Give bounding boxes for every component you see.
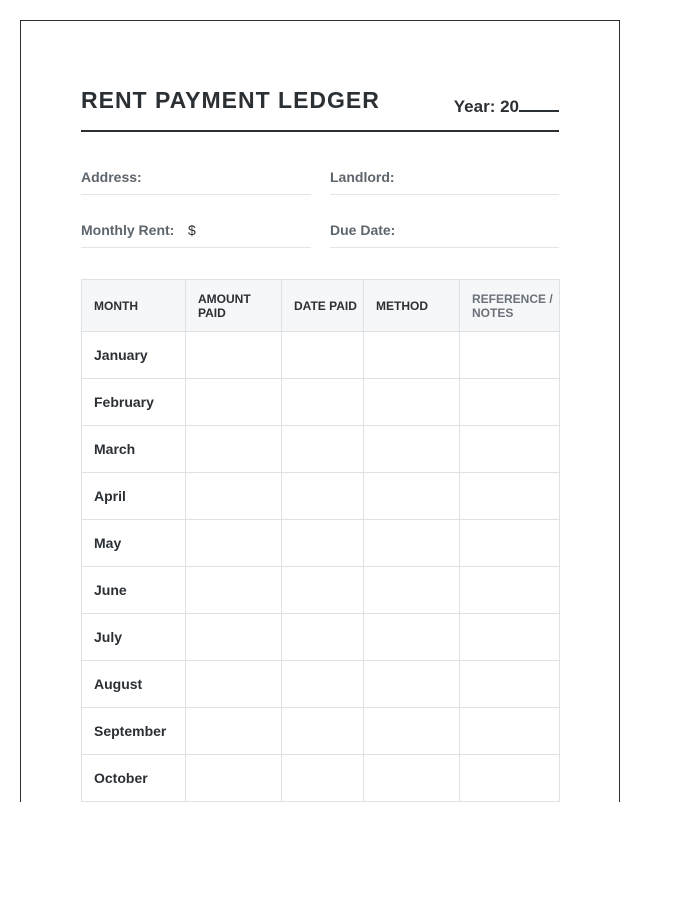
amount-paid-cell[interactable] (186, 755, 282, 802)
payment-ledger-table (81, 279, 560, 802)
monthly-rent-field[interactable] (81, 220, 311, 248)
column-header-method: METHOD (364, 280, 460, 332)
monthly-rent-label: Monthly Rent: (81, 222, 175, 238)
method-cell[interactable] (364, 755, 460, 802)
date-paid-cell[interactable] (282, 426, 364, 473)
notes-cell[interactable] (460, 708, 560, 755)
table-row (82, 614, 560, 661)
amount-paid-cell[interactable] (186, 661, 282, 708)
month-cell: April (82, 473, 186, 520)
month-cell: June (82, 567, 186, 614)
ledger-header (81, 87, 559, 132)
notes-cell[interactable] (460, 567, 560, 614)
address-field[interactable] (81, 167, 311, 195)
column-header-amount-paid: AMOUNT PAID (186, 280, 282, 332)
method-cell[interactable] (364, 661, 460, 708)
date-paid-cell[interactable] (282, 567, 364, 614)
column-header-reference-notes: REFERENCE / NOTES (460, 280, 560, 332)
column-header-month: MONTH (82, 280, 186, 332)
method-cell[interactable] (364, 567, 460, 614)
month-cell: October (82, 755, 186, 802)
table-row (82, 755, 560, 802)
column-header-date-paid: DATE PAID (282, 280, 364, 332)
method-cell[interactable] (364, 379, 460, 426)
month-cell: July (82, 614, 186, 661)
address-label: Address: (81, 169, 142, 185)
amount-paid-cell[interactable] (186, 567, 282, 614)
date-paid-cell[interactable] (282, 332, 364, 379)
year-label: Year: 20 (453, 97, 519, 116)
notes-cell[interactable] (460, 755, 560, 802)
method-cell[interactable] (364, 520, 460, 567)
date-paid-cell[interactable] (282, 661, 364, 708)
table-row (82, 473, 560, 520)
notes-cell[interactable] (460, 379, 560, 426)
amount-paid-cell[interactable] (186, 708, 282, 755)
date-paid-cell[interactable] (282, 520, 364, 567)
method-cell[interactable] (364, 332, 460, 379)
date-paid-cell[interactable] (282, 473, 364, 520)
method-cell[interactable] (364, 473, 460, 520)
table-row (82, 332, 560, 379)
table-row (82, 379, 560, 426)
date-paid-cell[interactable] (282, 708, 364, 755)
notes-cell[interactable] (460, 520, 560, 567)
table-row (82, 520, 560, 567)
date-paid-cell[interactable] (282, 614, 364, 661)
notes-cell[interactable] (460, 614, 560, 661)
table-row (82, 661, 560, 708)
month-cell: August (82, 661, 186, 708)
amount-paid-cell[interactable] (186, 614, 282, 661)
month-cell: May (82, 520, 186, 567)
month-cell: January (82, 332, 186, 379)
due-date-field[interactable] (330, 220, 559, 248)
amount-paid-cell[interactable] (186, 379, 282, 426)
monthly-rent-value: $ (188, 222, 196, 238)
date-paid-cell[interactable] (282, 379, 364, 426)
method-cell[interactable] (364, 614, 460, 661)
notes-cell[interactable] (460, 426, 560, 473)
month-cell: February (82, 379, 186, 426)
method-cell[interactable] (364, 708, 460, 755)
amount-paid-cell[interactable] (186, 332, 282, 379)
table-row (82, 708, 560, 755)
amount-paid-cell[interactable] (186, 520, 282, 567)
year-blank-input[interactable] (519, 96, 559, 112)
landlord-label: Landlord: (330, 169, 395, 185)
date-paid-cell[interactable] (282, 755, 364, 802)
ledger-page (20, 20, 620, 802)
notes-cell[interactable] (460, 332, 560, 379)
year-field (454, 96, 559, 117)
notes-cell[interactable] (460, 473, 560, 520)
method-cell[interactable] (364, 426, 460, 473)
month-cell: September (82, 708, 186, 755)
month-cell: March (82, 426, 186, 473)
amount-paid-cell[interactable] (186, 473, 282, 520)
notes-cell[interactable] (460, 661, 560, 708)
landlord-field[interactable] (330, 167, 559, 195)
page-title: RENT PAYMENT LEDGER (81, 87, 380, 113)
table-header-row (82, 280, 560, 332)
amount-paid-cell[interactable] (186, 426, 282, 473)
due-date-label: Due Date: (330, 222, 396, 238)
table-row (82, 567, 560, 614)
table-row (82, 426, 560, 473)
